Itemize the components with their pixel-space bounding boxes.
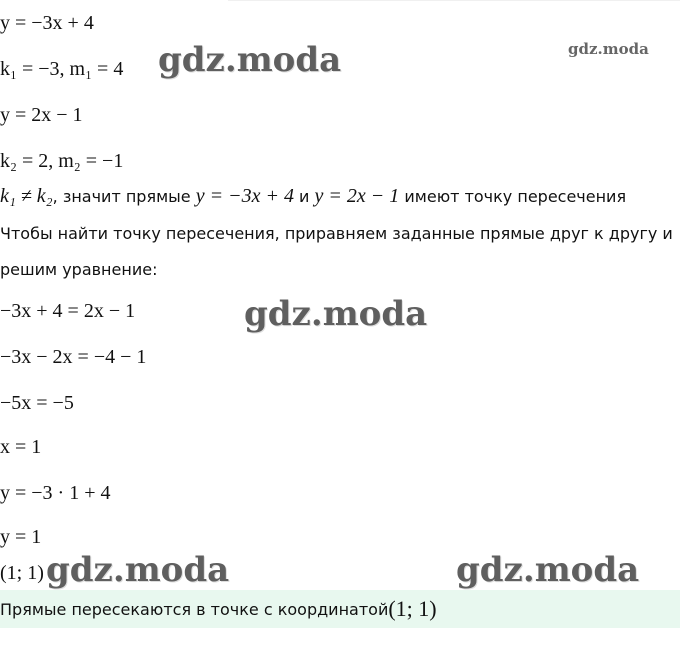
instruction-line-1 [0,224,673,243]
instruction-line-2 [0,260,157,279]
conclusion-text-3: имеют точку пересечения [399,187,627,206]
instruction-text: решим уравнение: [0,260,158,279]
watermark-logo: gdz.moda [456,550,640,590]
inequality-math: k₁ ≠ k₂ [0,185,53,207]
equation-line-14 [0,562,44,585]
answer-box [0,590,680,628]
line-equation-1: y = −3x + 4 [195,185,294,207]
equation-line-9 [0,346,146,369]
equation-text: −3x − 2x = −4 − 1 [0,346,147,368]
equation-text: −3x + 4 = 2x − 1 [0,300,136,322]
equation-line-3 [0,104,83,127]
instruction-text: Чтобы найти точку пересечения, приравняем заданные прямые друг к другу и [0,224,673,243]
equation-text: −5x = −5 [0,392,74,414]
answer-value: (1; 1) [388,596,437,621]
equation-line-8 [0,300,135,323]
watermark-logo: gdz.moda [244,294,428,334]
watermark-logo: gdz.moda [46,550,230,590]
top-divider [228,0,680,1]
equation-text: (1; 1) [0,562,44,584]
equation-text: x = 1 [0,436,42,458]
equation-line-11 [0,436,41,459]
watermark-logo-small: gdz.moda [568,40,649,58]
equation-line-2 [0,58,123,81]
equation-line-4 [0,150,123,173]
equation-text: y = 1 [0,526,42,548]
conclusion-text-1: , значит прямые [52,187,196,206]
equation-line-12 [0,482,111,505]
equation-text: y = −3x + 4 [0,12,94,34]
equation-line-10 [0,392,74,415]
conclusion-line [0,185,626,208]
equation-text: k₁ = −3, m₁ = 4 [0,58,124,80]
equation-text: y = 2x − 1 [0,104,83,126]
conclusion-text-2: и [293,187,315,206]
watermark-logo: gdz.moda [158,40,342,80]
line-equation-2: y = 2x − 1 [314,185,400,207]
equation-text: y = −3 · 1 + 4 [0,482,111,504]
equation-line-1 [0,12,94,35]
equation-line-13 [0,526,41,549]
answer-text: Прямые пересекаются в точке с координатой [0,599,389,619]
equation-text: k₂ = 2, m₂ = −1 [0,150,124,172]
